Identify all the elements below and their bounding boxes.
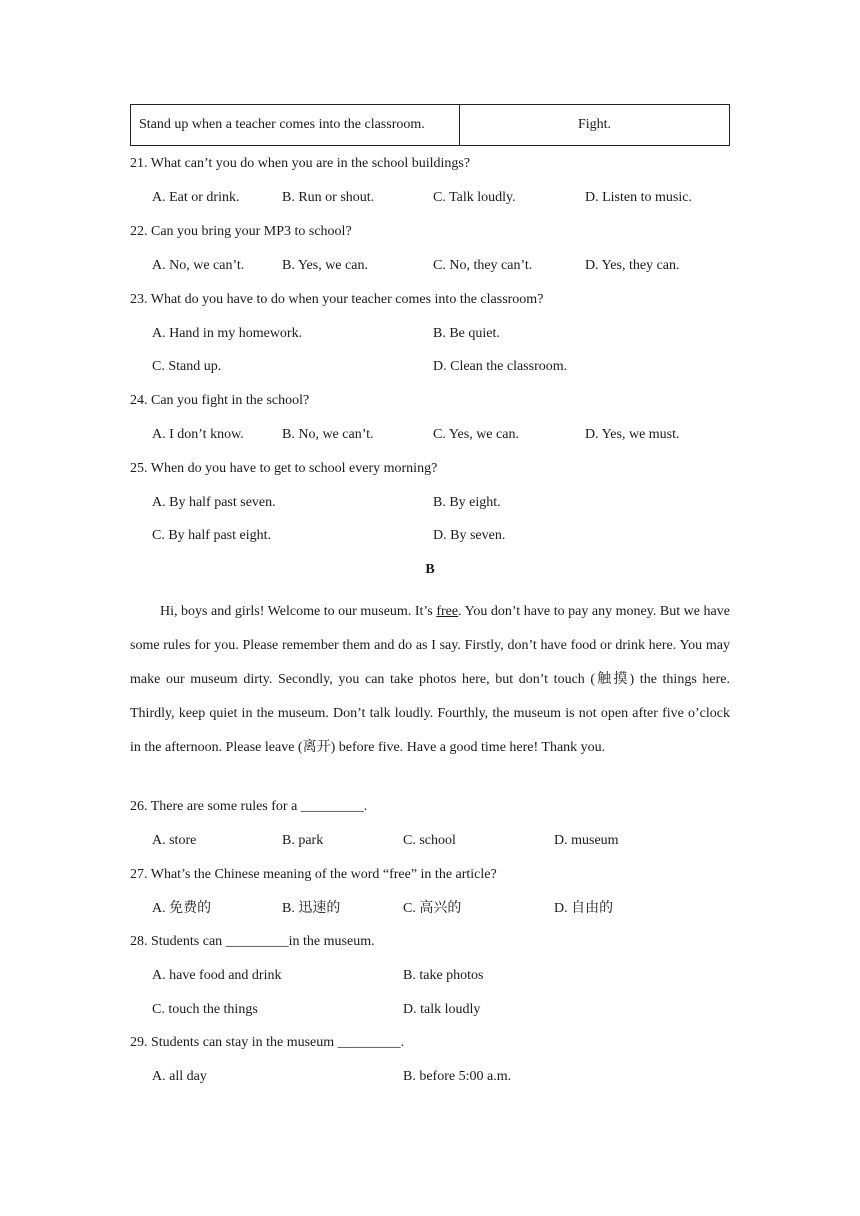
question-23-stem: 23. What do you have to do when your teacher comes into the classroom?	[130, 292, 544, 307]
q22-option-c: C. No, they can’t.	[433, 258, 533, 273]
q24-option-d: D. Yes, we must.	[585, 427, 680, 442]
q21-option-a: A. Eat or drink.	[152, 190, 240, 205]
q28-option-a: A. have food and drink	[152, 968, 282, 983]
section-b-heading: B	[425, 562, 435, 577]
q21-option-c: C. Talk loudly.	[433, 190, 516, 205]
q26-option-a: A. store	[152, 833, 197, 848]
q27-option-b: B. 迅速的	[282, 901, 341, 916]
q26-option-b: B. park	[282, 833, 324, 848]
q26-option-c: C. school	[403, 833, 456, 848]
q29-option-a: A. all day	[152, 1069, 207, 1084]
q27-option-a: A. 免费的	[152, 901, 212, 916]
q28-option-b: B. take photos	[403, 968, 484, 983]
q24-option-b: B. No, we can’t.	[282, 427, 374, 442]
q28-option-c: C. touch the things	[152, 1002, 258, 1017]
table-row	[131, 105, 730, 146]
q23-option-a: A. Hand in my homework.	[152, 326, 303, 341]
q24-option-c: C. Yes, we can.	[433, 427, 519, 442]
q23-option-d: D. Clean the classroom.	[433, 359, 568, 374]
q28-option-d: D. talk loudly	[403, 1002, 481, 1017]
q27-option-c: C. 高兴的	[403, 901, 462, 916]
q22-option-a: A. No, we can’t.	[152, 258, 245, 273]
reading-passage	[130, 595, 730, 765]
table-cell: Stand up when a teacher comes into the classroom.	[131, 105, 460, 146]
q21-option-b: B. Run or shout.	[282, 190, 375, 205]
question-27-stem: 27. What’s the Chinese meaning of the word “free” in the article?	[130, 867, 497, 882]
rules-table	[130, 104, 730, 146]
q25-option-a: A. By half past seven.	[152, 495, 276, 510]
question-28-stem: 28. Students can _________in the museum.	[130, 934, 375, 949]
q25-option-d: D. By seven.	[433, 528, 506, 543]
question-29-stem: 29. Students can stay in the museum _________.	[130, 1035, 405, 1050]
question-24-stem: 24. Can you fight in the school?	[130, 393, 310, 408]
q26-option-d: D. museum	[554, 833, 619, 848]
q25-option-b: B. By eight.	[433, 495, 501, 510]
table-cell: Fight.	[460, 105, 730, 146]
q21-option-d: D. Listen to music.	[585, 190, 692, 205]
passage-free-word: free	[436, 604, 459, 619]
q24-option-a: A. I don’t know.	[152, 427, 244, 442]
q23-option-c: C. Stand up.	[152, 359, 222, 374]
q29-option-b: B. before 5:00 a.m.	[403, 1069, 512, 1084]
question-21-stem: 21. What can’t you do when you are in the school buildings?	[130, 156, 471, 171]
question-25-stem: 25. When do you have to get to school every morning?	[130, 461, 438, 476]
q27-option-d: D. 自由的	[554, 901, 614, 916]
q22-option-b: B. Yes, we can.	[282, 258, 368, 273]
passage-part-1: Hi, boys and girls! Welcome to our museum. It’s	[160, 604, 437, 619]
question-26-stem: 26. There are some rules for a _________.	[130, 799, 368, 814]
q23-option-b: B. Be quiet.	[433, 326, 500, 341]
question-22-stem: 22. Can you bring your MP3 to school?	[130, 224, 352, 239]
q25-option-c: C. By half past eight.	[152, 528, 271, 543]
q22-option-d: D. Yes, they can.	[585, 258, 680, 273]
passage-part-2: . You don’t have to pay any money. But we have some rules for you. Please remember them and do as I say. Firstly, don’t have food or drink here. You may make our museum dirty. Secondly, you can take photos here, but don’t touch (触摸) the things here. Thirdly, keep quiet in the museum. Don’t talk loudly. Fourthly, the museum is not open after five o’clock in the afternoon. Please leave (离开) before five. Have a good time here! Thank you.	[130, 604, 730, 755]
